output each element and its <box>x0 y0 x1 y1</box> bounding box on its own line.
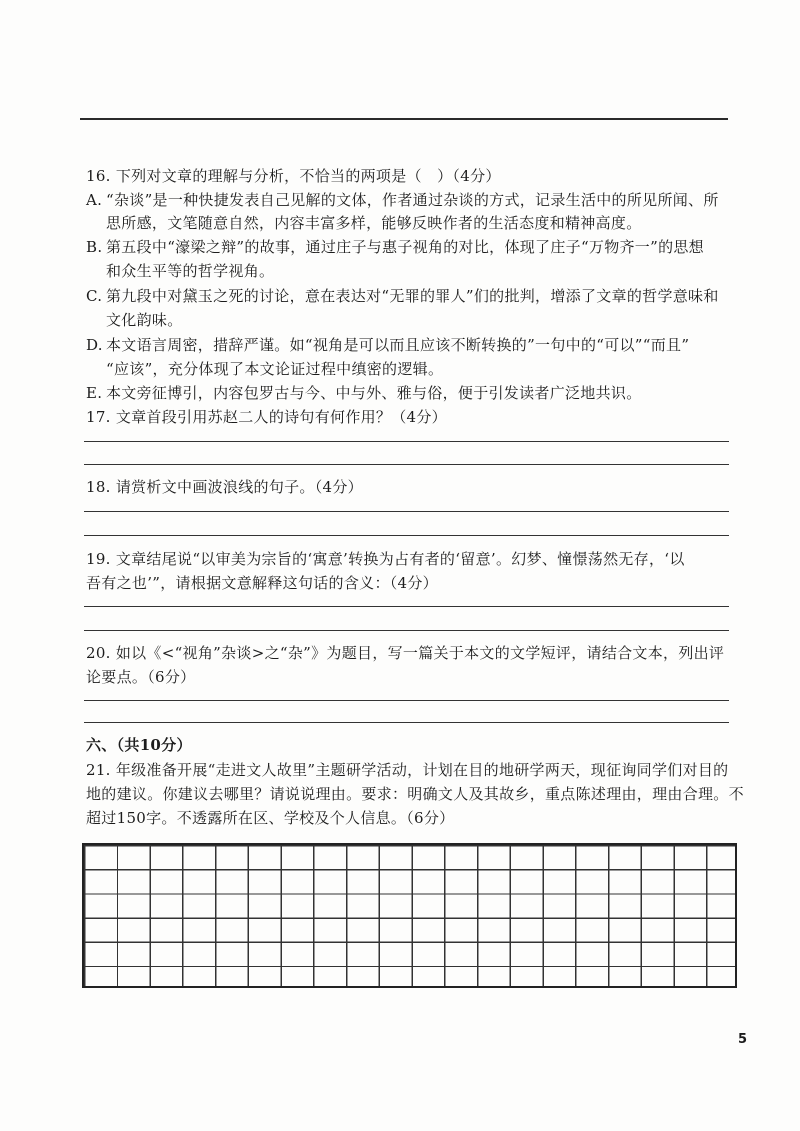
page-number: 5 <box>738 1032 748 1047</box>
q17-answer-line-2[interactable] <box>84 464 729 465</box>
q16-option-b-key: B. <box>86 238 103 256</box>
q16-option-e-line1: 本文旁征博引，内容包罗古与今、中与外、雅与俗，便于引发读者广泛地共识。 <box>106 384 642 402</box>
header-divider <box>80 118 728 120</box>
q16-option-a-line2: 思所感，文笔随意自然，内容丰富多样，能够反映作者的生活态度和精神高度。 <box>106 214 642 232</box>
q16-option-d-line1: 本文语言周密，措辞严谨。如“视角是可以而且应该不断转换的”一句中的“可以”“而且” <box>106 336 690 354</box>
q16-option-a-key: A. <box>86 191 103 209</box>
q16-option-b-line1: 第五段中“濠梁之辩”的故事，通过庄子与惠子视角的对比，体现了庄子“万物齐一”的思想 <box>106 238 704 256</box>
q19-stem-line2: 吾有之也’”，请根据文意解释这句话的含义：（4分） <box>86 574 438 592</box>
q19-stem-line1: 19. 文章结尾说“以审美为宗旨的‘寓意’转换为占有者的‘留意’。幻梦、憧憬荡然无存，‘以 <box>86 550 685 568</box>
q16-option-c-key: C. <box>86 287 103 305</box>
q18-answer-line-2[interactable] <box>84 535 729 536</box>
q16-option-a-line1: “杂谈”是一种快捷发表自己见解的文体，作者通过杂谈的方式，记录生活中的所见所闻、所 <box>106 191 719 209</box>
q20-stem-line1: 20. 如以《<“视角”杂谈>之“杂”》为题目，写一篇关于本文的文学短评，请结合文本，列出评 <box>86 644 725 662</box>
q20-answer-line-1[interactable] <box>84 700 729 701</box>
q16-option-c-line1: 第九段中对黛玉之死的讨论，意在表达对“无罪的罪人”们的批判，增添了文章的哲学意味和 <box>106 287 719 305</box>
writing-grid[interactable] <box>82 843 737 988</box>
section-six-heading: 六、（共10分） <box>86 736 192 754</box>
q16-stem: 16. 下列对文章的理解与分析，不恰当的两项是（ ）（4分） <box>86 167 501 185</box>
q19-answer-line-1[interactable] <box>84 606 729 607</box>
q19-answer-line-2[interactable] <box>84 630 729 631</box>
q21-stem-line3: 超过150字。不透露所在区、学校及个人信息。（6分） <box>86 809 455 827</box>
q16-option-d-key: D. <box>86 336 103 354</box>
q18-stem: 18. 请赏析文中画波浪线的句子。（4分） <box>86 478 363 496</box>
q20-answer-line-2[interactable] <box>84 722 729 723</box>
q17-answer-line-1[interactable] <box>84 441 729 442</box>
q18-answer-line-1[interactable] <box>84 511 729 512</box>
q16-option-b-line2: 和众生平等的哲学视角。 <box>106 262 275 280</box>
q21-stem-line1: 21. 年级准备开展“走进文人故里”主题研学活动，计划在目的地研学两天，现征询同学们对目的 <box>86 761 729 779</box>
q16-option-c-line2: 文化韵味。 <box>106 311 183 329</box>
q17-stem: 17. 文章首段引用苏赵二人的诗句有何作用？（4分） <box>86 408 447 426</box>
q16-option-d-line2: “应该”，充分体现了本文论证过程中缜密的逻辑。 <box>106 360 444 378</box>
q21-stem-line2: 地的建议。你建议去哪里？请说说理由。要求：明确文人及其故乡，重点陈述理由，理由合理。不 <box>86 785 744 803</box>
q16-option-e-key: E. <box>86 384 103 402</box>
q20-stem-line2: 论要点。（6分） <box>86 668 196 686</box>
